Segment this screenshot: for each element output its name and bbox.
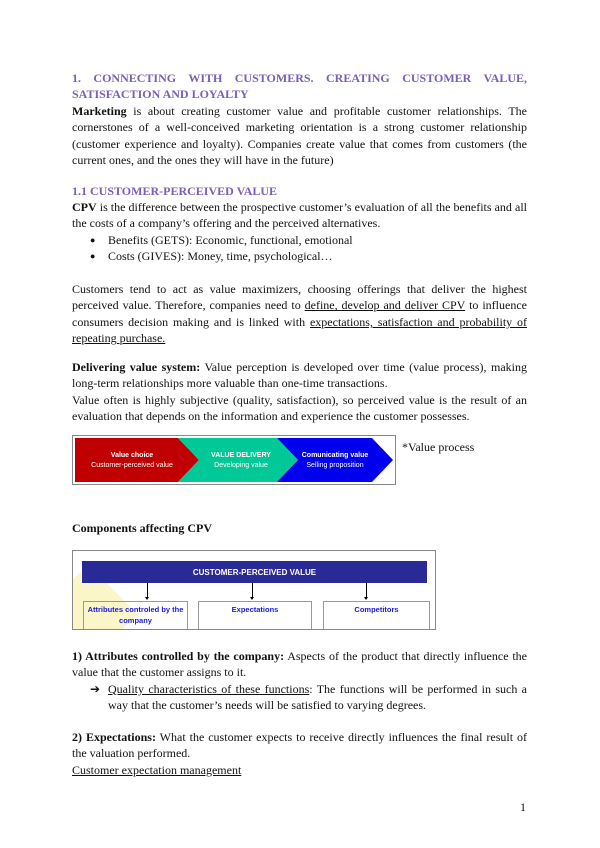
segment-value-delivery xyxy=(191,438,291,482)
cpv-top-bar: CUSTOMER-PERCEIVED VALUE xyxy=(82,561,427,583)
segment-sub: Developing value xyxy=(214,461,268,469)
segment-title: Comunicating value xyxy=(301,451,369,459)
intro-bold: Marketing xyxy=(72,104,127,118)
delivering-bold: Delivering value system: xyxy=(72,360,201,374)
delivering-paragraph xyxy=(72,359,527,425)
heading-2: 1.1 CUSTOMER-PERCEIVED VALUE xyxy=(72,184,278,198)
text: Aspects of the product that directly influence the value that the customer assigns to it. xyxy=(72,649,527,680)
text: Customers tend to act as value maximizers, choosing offerings that deliver the highest perceived value. Therefore, companies need to xyxy=(72,282,527,313)
box-expectations: Expectations xyxy=(198,601,312,629)
cpv-text: is the difference between the prospective customer’s evaluation of all the benefits and all the costs of a company’s offering and the perceived alternatives. xyxy=(72,200,527,231)
subheading: Customer expectation management xyxy=(72,762,242,777)
box-attributes: Attributes controled by the company xyxy=(83,601,188,629)
underlined-text: expectations, satisfaction and probability of repeating purchase. xyxy=(72,314,528,346)
point-1 xyxy=(72,648,527,714)
underlined-text: Quality characteristics of these functions xyxy=(108,681,310,696)
arrow-down-icon xyxy=(366,583,367,597)
value-process-caption: *Value process xyxy=(402,440,475,454)
heading-1: 1. CONNECTING WITH CUSTOMERS. CREATING CUSTOMER VALUE, SATISFACTION AND LOYALTY xyxy=(72,71,527,102)
point-1-bold: 1) Attributes controlled by the company: xyxy=(72,649,285,663)
point-2 xyxy=(72,729,527,778)
text: : The functions will be performed in such a way that the customer’s needs will be satisfied to varying degrees. xyxy=(108,681,527,713)
components-heading: Components affecting CPV xyxy=(72,521,212,535)
text: Value often is highly subjective (quality, satisfaction), so perceived value is the result of an evaluation that depends on the information and experience the customer possesses. xyxy=(72,392,527,424)
arrow-item xyxy=(72,681,527,714)
arrow-down-icon xyxy=(252,583,253,597)
segment-title: VALUE DELIVERY xyxy=(211,451,271,459)
box-competitors: Competitors xyxy=(323,601,430,629)
arrow-right-icon: ➔ xyxy=(90,681,101,696)
page-number: 1 xyxy=(520,800,526,814)
bullet-item: ● Benefits (GETS): Economic, functional, emotional xyxy=(108,232,527,248)
underlined-text: define, develop and deliver CPV xyxy=(304,298,466,313)
bullet-item: ● Costs (GIVES): Money, time, psychological… xyxy=(108,248,527,264)
value-process-diagram xyxy=(72,435,396,485)
segment-title: Value choice xyxy=(110,451,154,459)
segment-sub: Selling proposition xyxy=(306,461,364,469)
customers-paragraph xyxy=(72,281,527,347)
text: What the customer expects to receive directly influences the final result of the valuation performed. xyxy=(72,730,527,761)
intro-paragraph xyxy=(72,103,527,169)
intro-text: is about creating customer value and profitable customer relationships. The cornerstones of a well-conceived marketing orientation is a strong customer relationship (customer experience and loyalty). Companies create value that comes from customers (the current ones, and the ones they will have in the future) xyxy=(72,104,527,168)
bullet-list xyxy=(72,232,527,265)
segment-communicating xyxy=(295,438,375,482)
segment-sub: Customer-perceived value xyxy=(91,461,173,469)
cpv-diagram xyxy=(72,550,436,630)
cpv-bold: CPV xyxy=(72,200,97,214)
arrow-down-icon xyxy=(147,583,148,597)
point-2-bold: 2) Expectations: xyxy=(72,730,156,744)
text: Value perception is developed over time (value process), making long-term relationships more valuable than one-time transactions. xyxy=(72,360,527,391)
segment-value-choice xyxy=(77,438,187,482)
cpv-paragraph xyxy=(72,199,527,265)
text: to influence consumers decision making and is linked with xyxy=(72,298,527,329)
